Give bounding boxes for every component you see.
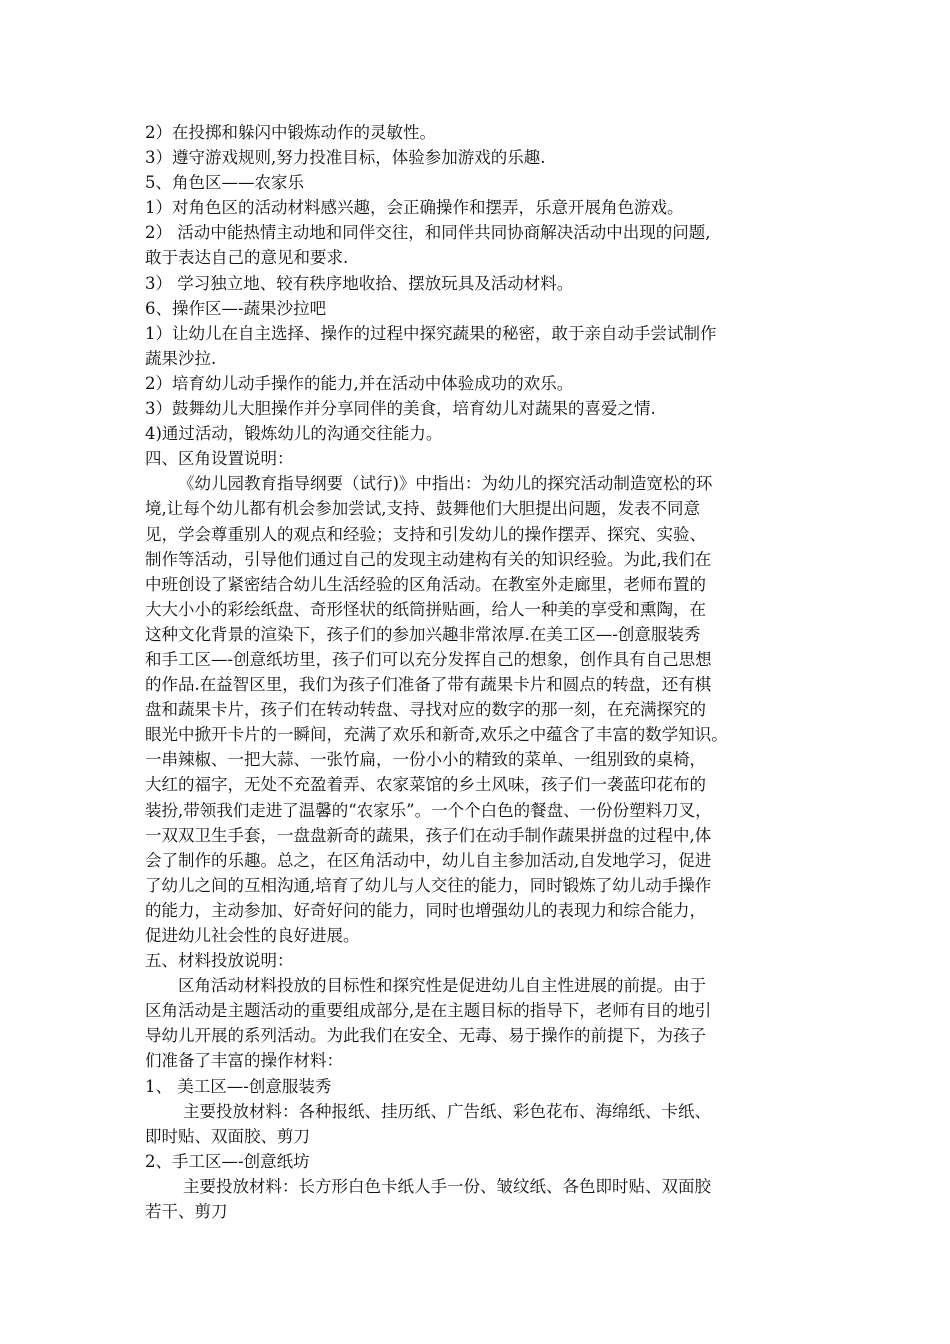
section-heading: 5、角色区——农家乐 <box>145 173 304 193</box>
paragraph-line: 眼光中掀开卡片的一瞬间，充满了欢乐和新奇,欢乐之中蕴含了丰富的数学知识。 <box>145 725 728 745</box>
objective-line: 敢于表达自己的意见和要求. <box>145 248 349 268</box>
material-line: 即时贴、双面胶、剪刀 <box>145 1126 310 1146</box>
objective-line: 3）遵守游戏规则,努力投准目标，体验参加游戏的乐趣. <box>145 148 546 168</box>
document-body <box>145 120 817 1224</box>
paragraph-line: 和手工区—-创意纸坊里，孩子们可以充分发挥自己的想象，创作具有自己思想 <box>145 649 712 669</box>
section-heading: 1、 美工区—-创意服装秀 <box>145 1076 332 1096</box>
paragraph-line: 装扮,带领我们走进了温馨的“农家乐”。一个个白色的餐盘、一份份塑料刀叉， <box>145 800 712 820</box>
objective-line: 3） 学习独立地、较有秩序地收拾、摆放玩具及活动材料。 <box>145 273 574 293</box>
paragraph-line: 制作等活动，引导他们通过自己的发现主动建构有关的知识经验。为此,我们在 <box>145 549 712 569</box>
paragraph-line: 盘和蔬果卡片，孩子们在转动转盘、寻找对应的数字的那一刻，在充满探究的 <box>145 700 706 720</box>
paragraph-line: 们准备了丰富的操作材料： <box>145 1051 343 1071</box>
paragraph-line: 了幼儿之间的互相沟通,培育了幼儿与人交往的能力，同时锻炼了幼儿动手操作 <box>145 875 712 895</box>
objective-line: 2） 活动中能热情主动地和同伴交往，和同伴共同协商解决活动中出现的问题, <box>145 223 711 243</box>
paragraph-line: 区角活动材料投放的目标性和探究性是促进幼儿自主性进展的前提。由于 <box>178 976 706 996</box>
paragraph-line: 一串辣椒、一把大蒜、一张竹扁，一份小小的精致的菜单、一组别致的桌椅， <box>145 750 706 770</box>
objective-line: 4)通过活动，锻炼幼儿的沟通交往能力。 <box>145 424 443 444</box>
material-line: 主要投放材料：长方形白色卡纸人手一份、皱纹纸、各色即时贴、双面胶 <box>183 1176 711 1196</box>
objective-line: 1）对角色区的活动材料感兴趣，会正确操作和摆弄，乐意开展角色游戏。 <box>145 198 684 218</box>
paragraph-line: 境,让每个幼儿都有机会参加尝试,支持、鼓舞他们大胆提出问题，发表不同意 <box>145 499 700 519</box>
objective-line: 蔬果沙拉. <box>145 348 217 368</box>
paragraph-line: 中班创设了紧密结合幼儿生活经验的区角活动。在教室外走廊里，老师布置的 <box>145 574 706 594</box>
objective-line: 3）鼓舞幼儿大胆操作并分享同伴的美食，培育幼儿对蔬果的喜爱之情. <box>145 399 656 419</box>
paragraph-line: 的作品.在益智区里，我们为孩子们准备了带有蔬果卡片和圆点的转盘，还有棋 <box>145 675 712 695</box>
paragraph-line: 促进幼儿社会性的良好进展。 <box>145 926 360 945</box>
paragraph-line: 的能力，主动参加、好奇好问的能力，同时也增强幼儿的表现力和综合能力， <box>145 900 706 920</box>
objective-line: 1）让幼儿在自主选择、操作的过程中探究蔬果的秘密，敢于亲自动手尝试制作 <box>145 323 717 343</box>
paragraph-line: 导幼儿开展的系列活动。为此我们在安全、无毒、易于操作的前提下，为孩子 <box>145 1026 706 1046</box>
material-line: 若干、剪刀 <box>145 1202 228 1222</box>
paragraph-line: 区角活动是主题活动的重要组成部分,是在主题目标的指导下，老师有目的地引 <box>145 1001 712 1021</box>
paragraph-line: 见，学会尊重别人的观点和经验；支持和引发幼儿的操作摆弄、探究、实验、 <box>145 524 706 544</box>
paragraph-line: 《幼儿园教育指导纲要（试行)》中指出：为幼儿的探究活动制造宽松的环 <box>178 474 713 494</box>
chapter-heading: 四、区角设置说明： <box>145 449 294 469</box>
objective-line: 2）在投掷和躲闪中锻炼动作的灵敏性。 <box>145 123 436 142</box>
section-heading: 6、操作区—-蔬果沙拉吧 <box>145 298 327 318</box>
paragraph-line: 这种文化背景的渲染下，孩子们的参加兴趣非常浓厚.在美工区—-创意服装秀 <box>145 624 701 644</box>
material-line: 主要投放材料：各种报纸、挂历纸、广告纸、彩色花布、海绵纸、卡纸、 <box>183 1101 711 1121</box>
chapter-heading: 五、材料投放说明： <box>145 951 294 971</box>
paragraph-line: 会了制作的乐趣。总之，在区角活动中，幼儿自主参加活动,自发地学习，促进 <box>145 850 712 870</box>
paragraph-line: 大红的福字，无处不充盈着弄、农家菜馆的乡土风味，孩子们一袭蓝印花布的 <box>145 775 706 795</box>
paragraph-line: 大大小小的彩绘纸盘、奇形怪状的纸筒拼贴画，给人一种美的享受和熏陶，在 <box>145 599 706 619</box>
paragraph-line: 一双双卫生手套，一盘盘新奇的蔬果，孩子们在动手制作蔬果拼盘的过程中,体 <box>145 825 712 845</box>
section-heading: 2、手工区—-创意纸坊 <box>145 1151 310 1171</box>
objective-line: 2）培育幼儿动手操作的能力,并在活动中体验成功的欢乐。 <box>145 373 574 393</box>
